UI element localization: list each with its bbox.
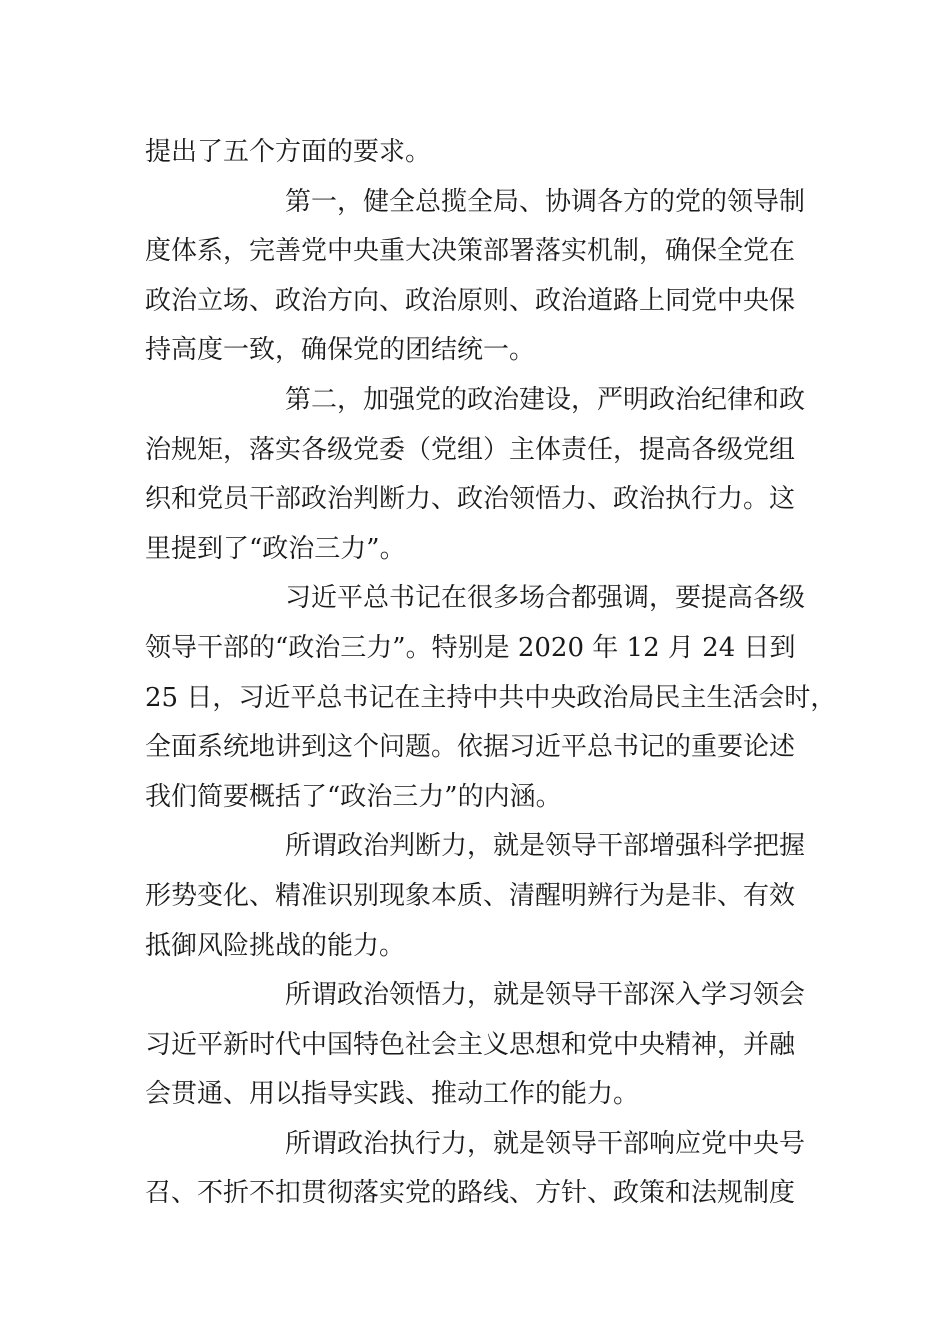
text-line: 领导干部的“政治三力”。特别是 2020 年 12 月 24 日到 [145,632,796,663]
text-line: 习近平新时代中国特色社会主义思想和党中央精神，并融 [145,1029,796,1060]
paragraph-first-line: 所谓政治判断力，就是领导干部增强科学把握 [285,831,806,862]
text-line: 形势变化、精准识别现象本质、清醒明辨行为是非、有效 [145,880,796,911]
text-line: 度体系，完善党中央重大决策部署落实机制，确保全党在 [145,236,796,267]
text-line: 召、不折不扣贯彻落实党的路线、方针、政策和法规制度 [145,1178,796,1209]
text-line: 政治立场、政治方向、政治原则、政治道路上同党中央保 [145,285,796,316]
text-line: 会贯通、用以指导实践、推动工作的能力。 [145,1079,640,1110]
paragraph-first-line: 所谓政治执行力，就是领导干部响应党中央号 [285,1128,806,1159]
body-text [145,128,837,1219]
text-line: 25 日，习近平总书记在主持中共中央政治局民主生活会时， [145,682,837,713]
text-line: 持高度一致，确保党的团结统一。 [145,335,536,366]
paragraph-first-line: 习近平总书记在很多场合都强调，要提高各级 [285,583,806,614]
paragraph-first-line: 第二，加强党的政治建设，严明政治纪律和政 [285,384,806,415]
text-line: 抵御风险挑战的能力。 [145,930,406,961]
text-line: 全面系统地讲到这个问题。依据习近平总书记的重要论述 [145,732,796,763]
text-line: 里提到了“政治三力”。 [145,533,406,564]
text-line: 我们简要概括了“政治三力”的内涵。 [145,781,562,812]
text-line: 提出了五个方面的要求。 [145,137,432,167]
text-line: 治规矩，落实各级党委（党组）主体责任，提高各级党组 [145,434,796,465]
paragraph-first-line: 第一，健全总揽全局、协调各方的党的领导制 [285,186,806,217]
paragraph-first-line: 所谓政治领悟力，就是领导干部深入学习领会 [285,980,806,1011]
text-line: 织和党员干部政治判断力、政治领悟力、政治执行力。这 [145,484,796,515]
